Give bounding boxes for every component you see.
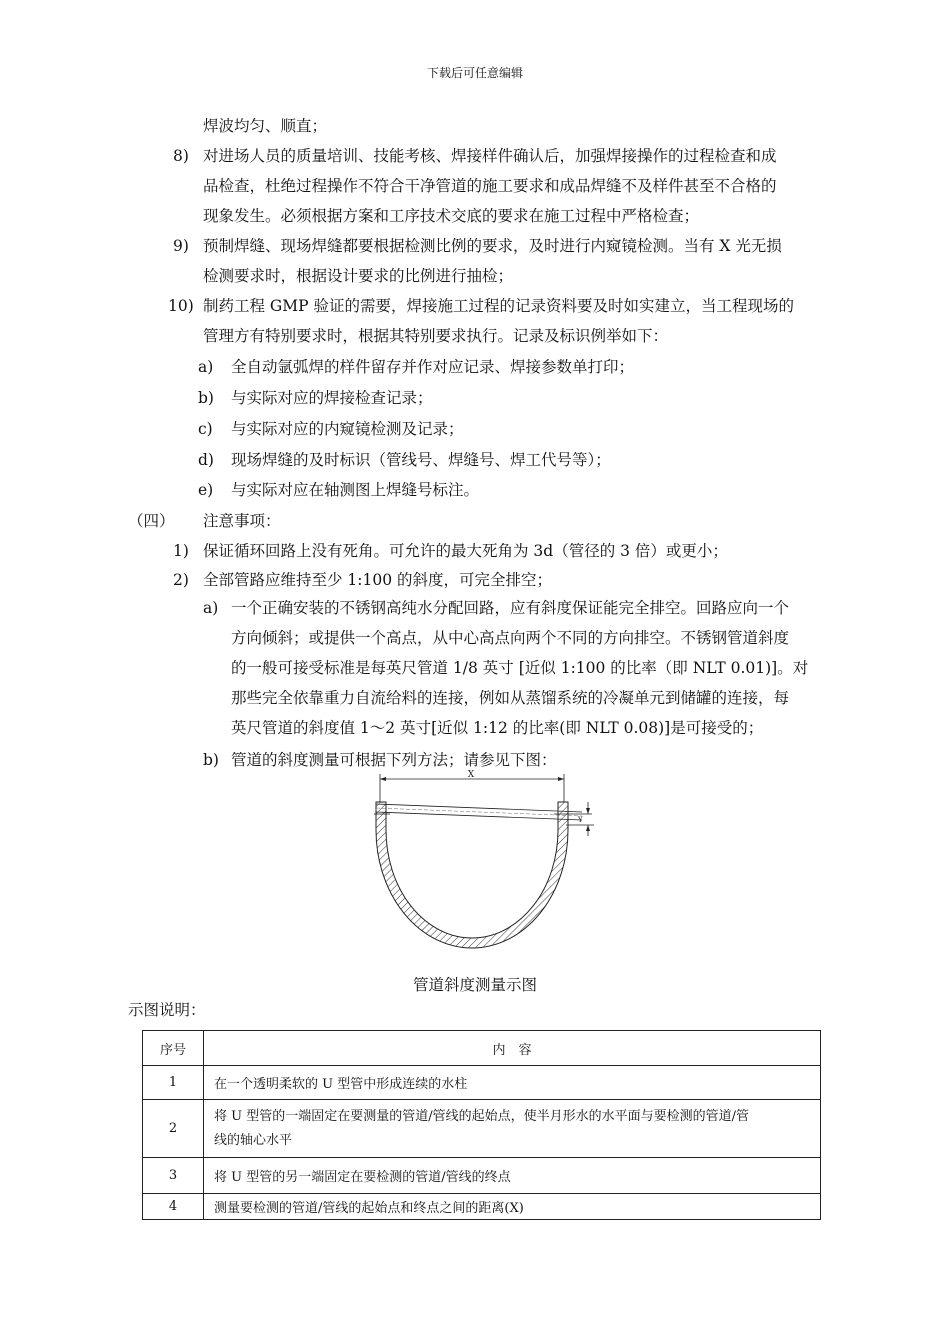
text-line: 对进场人员的质量培训、技能考核、焊接样件确认后，加强焊接操作的过程检查和成 (203, 147, 777, 165)
item-number: 9) (173, 237, 189, 255)
text-line: 管理方有特别要求时，根据其特别要求执行。记录及标识例举如下： (203, 327, 669, 345)
figure-caption: 管道斜度测量示图 (412, 976, 537, 994)
text-line: 与实际对应的内窥镜检测及记录； (231, 420, 464, 438)
text-line: 的一般可接受标准是每英尺管道 1/8 英寸 [近似 1:100 的比率（即 NLT 0.01)]。对 (231, 659, 809, 677)
item-number: a) (198, 358, 214, 376)
row-number: 1 (143, 1066, 204, 1100)
text-line: 与实际对应的焊接检查记录； (231, 389, 433, 407)
column-header: 内 容 (204, 1031, 821, 1066)
row-content (204, 1066, 821, 1100)
section-heading: 注意事项： (203, 512, 281, 530)
item-number: d) (198, 451, 214, 469)
text-line: 全自动氩弧焊的样件留存并作对应记录、焊接参数单打印； (231, 358, 635, 376)
table-row (143, 1100, 821, 1158)
text-line: 制药工程 GMP 验证的需要，焊接施工过程的记录资料要及时如实建立，当工程现场的 (203, 297, 795, 315)
table-row (143, 1194, 821, 1220)
row-content (204, 1100, 821, 1158)
text-line: 那些完全依靠重力自流给料的连接，例如从蒸馏系统的冷凝单元到储罐的连接，每 (231, 689, 790, 707)
slope-measurement-figure (370, 770, 610, 955)
text-line: 管道的斜度测量可根据下列方法；请参见下图： (231, 751, 557, 769)
table-row (143, 1158, 821, 1194)
row-number: 2 (143, 1100, 204, 1158)
legend-table (142, 1030, 821, 1220)
item-number: b) (198, 389, 214, 407)
label-x: X (467, 770, 475, 780)
text-line: 方向倾斜；或提供一个高点，从中心高点向两个不同的方向排空。不锈钢管道斜度 (231, 629, 790, 647)
dimension-y (566, 802, 594, 836)
text-line: 现场焊缝的及时标识（管线号、焊缝号、焊工代号等）； (231, 451, 611, 469)
row-content (204, 1158, 821, 1194)
item-number: 8) (173, 147, 189, 165)
item-number: 10) (168, 297, 194, 315)
row-number: 3 (143, 1158, 204, 1194)
legend-label: 示图说明： (128, 1001, 206, 1019)
sloped-pipe (376, 804, 582, 820)
section-number: （四） (128, 512, 175, 530)
text-line: 英尺管道的斜度值 1～2 英寸[近似 1:12 的比率(即 NLT 0.08)]是可接受的； (231, 719, 764, 737)
row-number: 4 (143, 1194, 204, 1220)
item-number: e) (198, 481, 214, 499)
text-line: 现象发生。必须根据方案和工序技术交底的要求在施工过程中严格检查； (203, 207, 700, 225)
page-header: 下载后可任意编辑 (426, 66, 523, 80)
text-line: 检测要求时，根据设计要求的比例进行抽检； (203, 267, 514, 285)
item-number: 1) (173, 542, 189, 560)
item-number: a) (203, 599, 219, 617)
text-line: 一个正确安装的不锈钢高纯水分配回路，应有斜度保证能完全排空。回路应向一个 (231, 599, 790, 617)
item-number: c) (198, 420, 213, 438)
text-line: 预制焊缝、现场焊缝都要根据检测比例的要求，及时进行内窥镜检测。当有 X 光无损 (203, 237, 782, 255)
row-text: 在一个透明柔软的 U 型管中形成连续的水柱 (214, 1077, 468, 1092)
row-text: 将 U 型管的另一端固定在要检测的管道/管线的终点 (214, 1170, 511, 1185)
dimension-x (380, 770, 564, 802)
text-line: 保证循环回路上没有死角。可允许的最大死角为 3d（管径的 3 倍）或更小； (203, 542, 728, 560)
text-line: 焊波均匀、顺直； (203, 117, 328, 135)
u-tube (376, 802, 568, 948)
text-line: 与实际对应在轴测图上焊缝号标注。 (231, 481, 480, 499)
row-text: 将 U 型管的一端固定在要测量的管道/管线的起始点，使半月形水的水平面与要检测的管道/管 (214, 1108, 749, 1124)
row-text: 线的轴心水平 (214, 1132, 293, 1148)
text-line: 品检查，杜绝过程操作不符合干净管道的施工要求和成品焊缝不及样件甚至不合格的 (203, 177, 777, 195)
item-number: b) (203, 751, 219, 769)
row-text: 测量要检测的管道/管线的起始点和终点之间的距离(X) (214, 1201, 524, 1216)
item-number: 2) (173, 571, 189, 589)
table-header-row (143, 1031, 821, 1066)
text-line: 全部管路应维持至少 1:100 的斜度，可完全排空； (203, 571, 553, 589)
row-content (204, 1194, 821, 1220)
label-y: Y (578, 816, 583, 824)
table-row (143, 1066, 821, 1100)
column-header: 序号 (143, 1031, 204, 1066)
